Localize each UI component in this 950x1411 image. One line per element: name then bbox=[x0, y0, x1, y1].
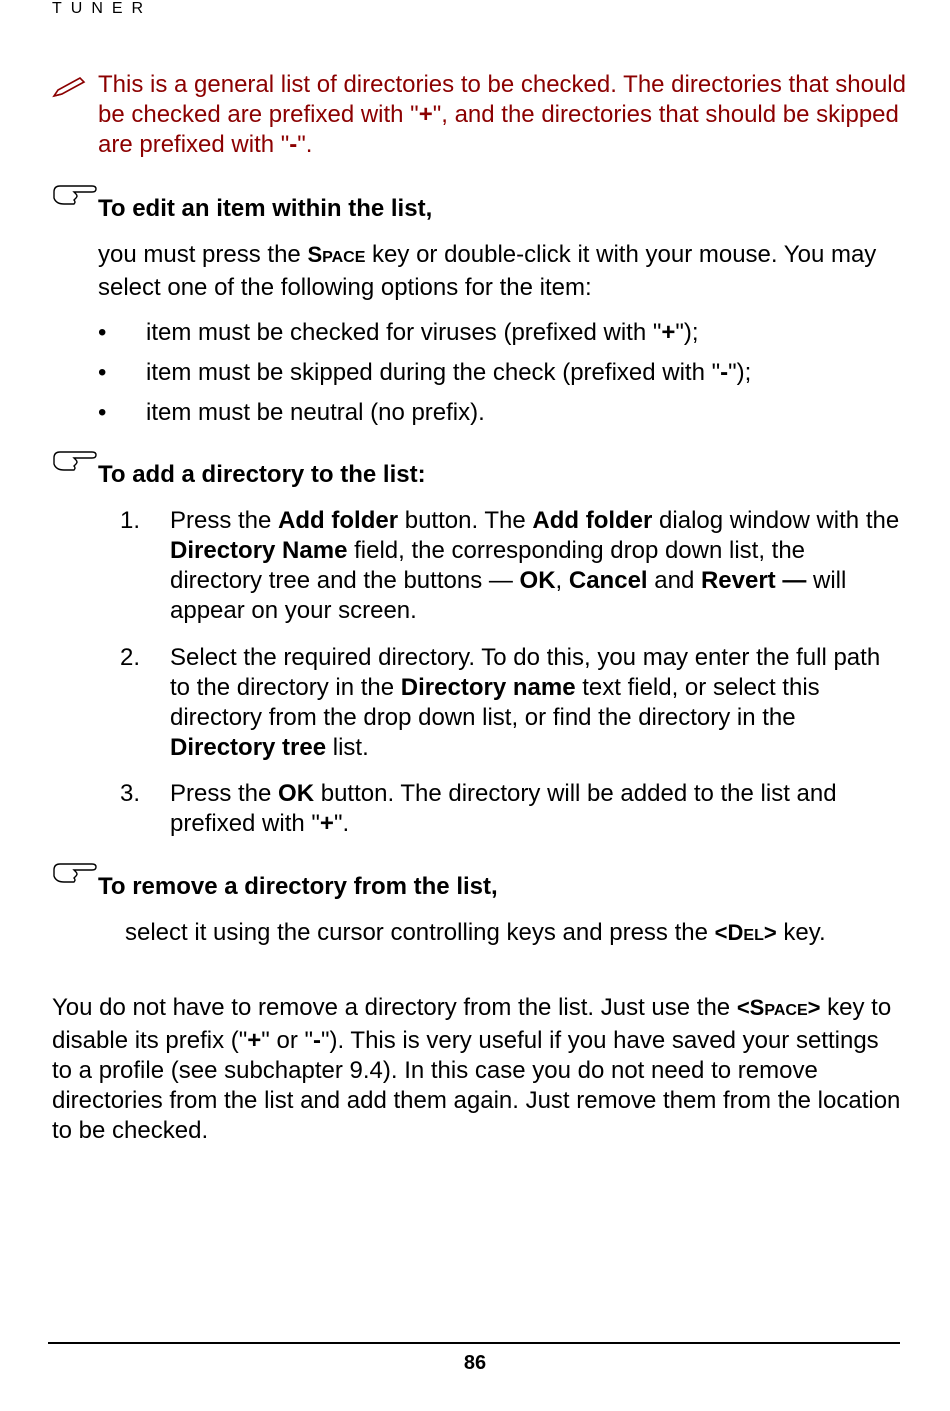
pointing-hand-icon bbox=[52, 448, 98, 474]
step-3: 3. Press the OK button. The directory will be added to the list and prefixed with "+". bbox=[120, 780, 837, 837]
edit-heading-text: To edit an item within the list, bbox=[98, 195, 433, 222]
remove-heading-text: To remove a directory from the list, bbox=[98, 873, 498, 900]
running-header: TUNER bbox=[52, 0, 153, 17]
step-1: 1. Press the Add folder button. The Add folder dialog window with the Directory Name field, the corresponding drop down list, the directory tree and the buttons — OK, Cancel and Revert — will appear on your screen. bbox=[120, 507, 900, 624]
remove-heading bbox=[52, 872, 498, 902]
add-heading bbox=[52, 460, 426, 490]
step-2: 2. Select the required directory. To do this, you may enter the full path to the directory in the Directory name text field, or select this directory from the drop down list, or find the directory in the Directory tree list. bbox=[120, 644, 881, 761]
pencil-note-icon bbox=[52, 76, 86, 98]
edit-paragraph: you must press the SPACE key or double-click it with your mouse. You may select one of the following options for the item: bbox=[98, 241, 877, 301]
closing-paragraph: You do not have to remove a directory from the list. Just use the <SPACE> key to disable its prefix ("+" or "-"). This is very useful if you have saved your settings to a profile (see subchapter 9.4). In this case you do not need to remove directories from the list and add them again. Just remove them from the location to be checked. bbox=[52, 994, 901, 1144]
add-heading-text: To add a directory to the list: bbox=[98, 461, 426, 488]
page-number: 86 bbox=[463, 1352, 487, 1374]
footer-rule bbox=[48, 1342, 900, 1344]
edit-heading bbox=[52, 194, 432, 224]
pointing-hand-icon bbox=[52, 860, 98, 886]
note-text: This is a general list of directories to be checked. The directories that should be checked are prefixed with "+", and the directories that should be skipped are prefixed with "-". bbox=[98, 71, 906, 158]
note-block bbox=[52, 70, 912, 160]
remove-paragraph: select it using the cursor controlling keys and press the <DEL> key. bbox=[125, 919, 826, 946]
pointing-hand-icon bbox=[52, 182, 98, 208]
